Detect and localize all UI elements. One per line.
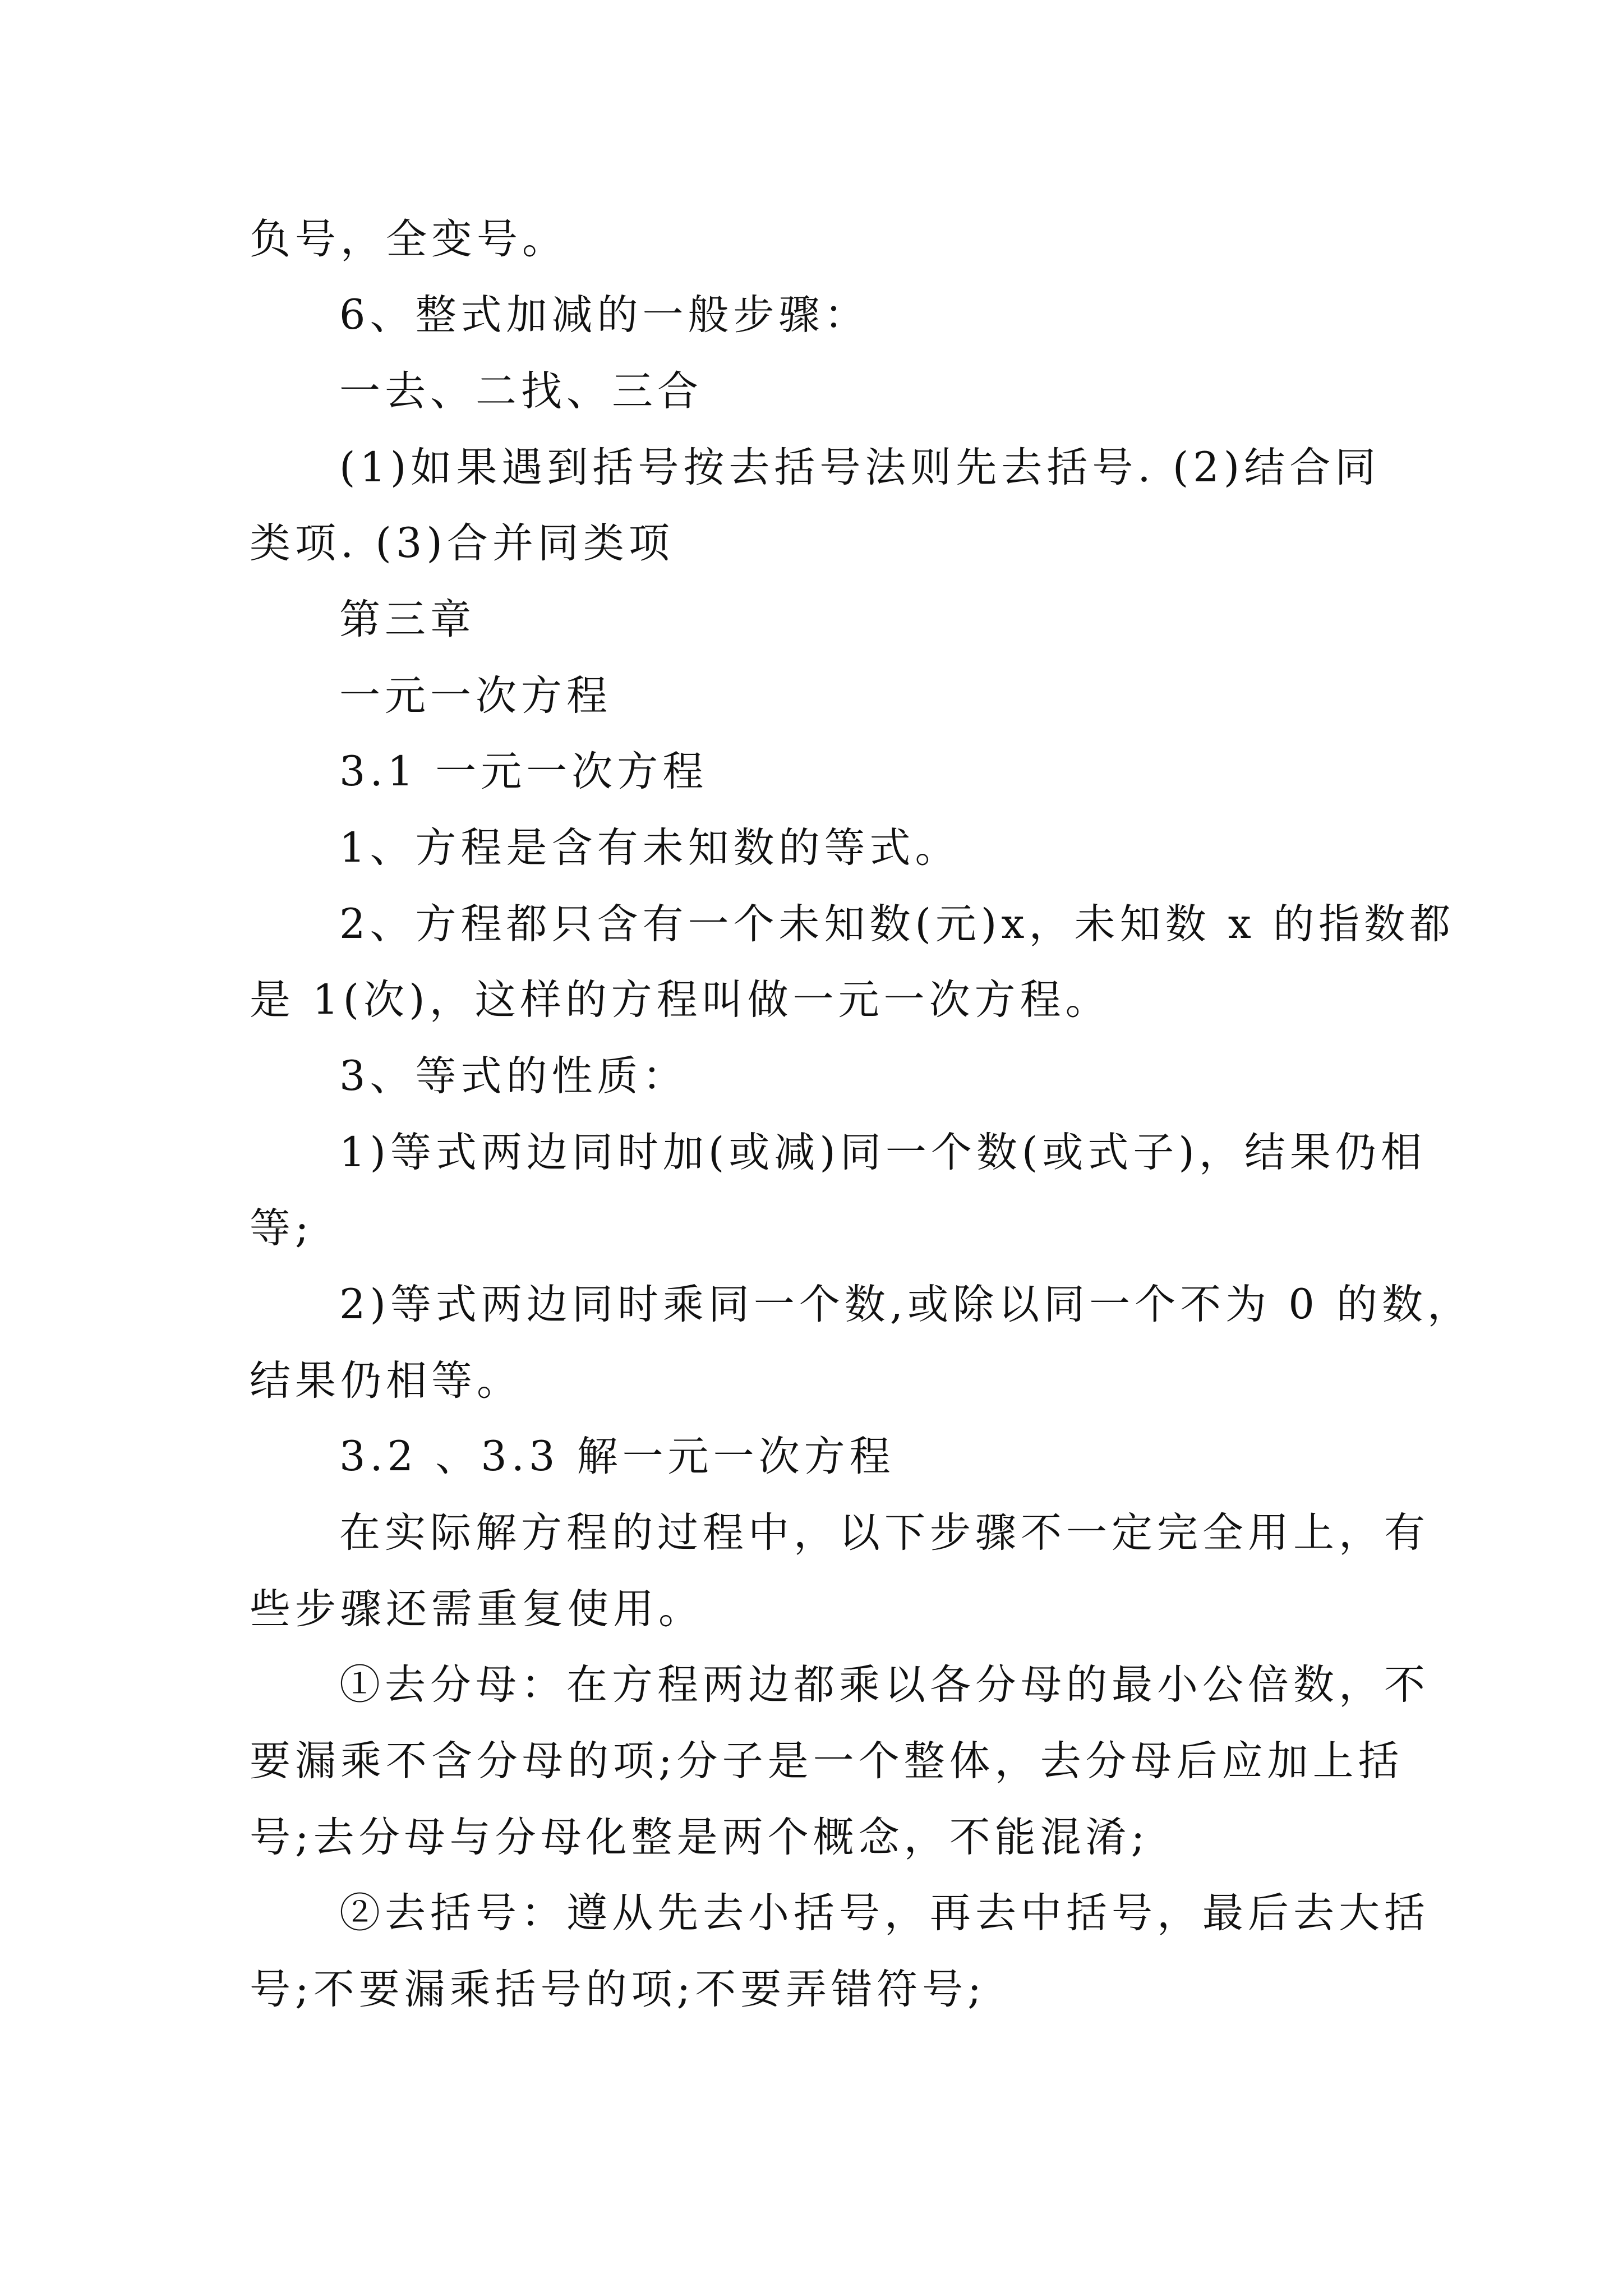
text-line: ②去括号：遵从先去小括号，再去中括号，最后去大括 xyxy=(339,1889,1430,1937)
text-line: 1、方程是含有未知数的等式。 xyxy=(339,824,961,872)
text-line: 负号，全变号。 xyxy=(250,215,568,263)
text-line: 2)等式两边同时乘同一个数,或除以同一个不为 0 的数， xyxy=(339,1281,1473,1328)
text-line: 6、整式加减的一般步骤： xyxy=(339,291,870,339)
text-line: 等; xyxy=(250,1204,313,1252)
text-line: ①去分母：在方程两边都乘以各分母的最小公倍数，不 xyxy=(339,1661,1430,1709)
text-line: (1)如果遇到括号按去括号法则先去括号. (2)结合同 xyxy=(339,444,1381,491)
text-line: 是 1(次)，这样的方程叫做一元一次方程。 xyxy=(250,976,1111,1024)
text-line: 类项. (3)合并同类项 xyxy=(250,519,674,567)
text-line: 要漏乘不含分母的项;分子是一个整体，去分母后应加上括 xyxy=(250,1737,1404,1785)
text-line: 3.1 一元一次方程 xyxy=(339,748,708,795)
text-line: 3.2 、3.3 解一元一次方程 xyxy=(339,1433,895,1480)
text-line: 2、方程都只含有一个未知数(元)x，未知数 x 的指数都 xyxy=(339,900,1455,948)
text-line: 号;去分母与分母化整是两个概念，不能混淆; xyxy=(250,1814,1150,1861)
text-line: 号;不要漏乘括号的项;不要弄错符号; xyxy=(250,1966,986,2013)
text-line: 一元一次方程 xyxy=(339,672,612,720)
text-line: 一去、二找、三合 xyxy=(339,367,703,415)
text-line: 些步骤还需重复使用。 xyxy=(250,1585,704,1633)
text-line: 在实际解方程的过程中，以下步骤不一定完全用上，有 xyxy=(339,1509,1430,1557)
text-line: 1)等式两边同时加(或减)同一个数(或式子)，结果仍相 xyxy=(339,1129,1426,1176)
text-line: 3、等式的性质： xyxy=(339,1052,688,1100)
text-line: 结果仍相等。 xyxy=(250,1357,522,1405)
text-line: 第三章 xyxy=(339,596,476,643)
